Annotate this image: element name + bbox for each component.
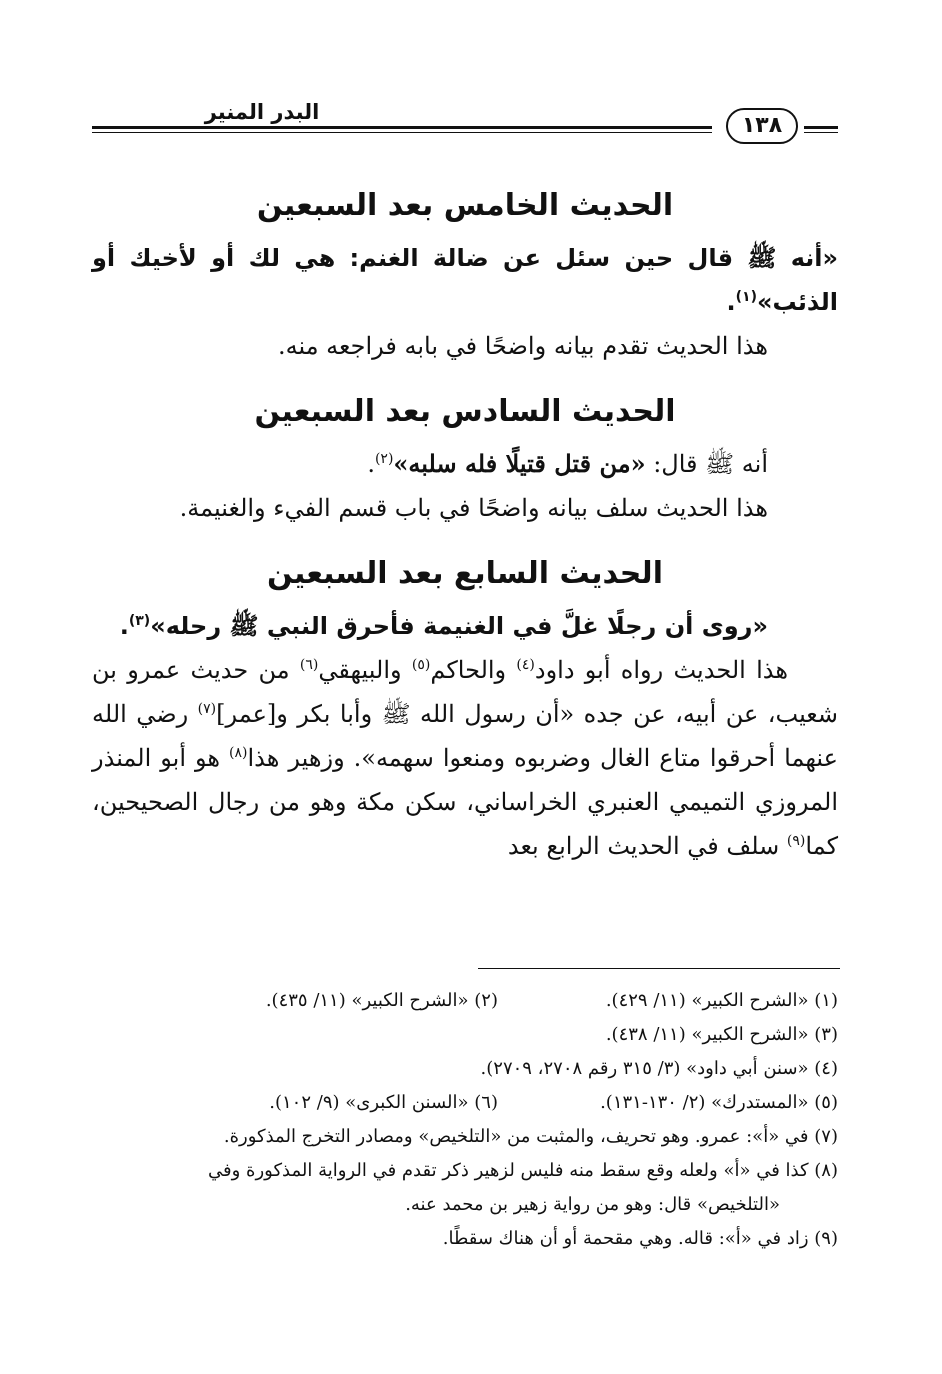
footnote-7: (٧) في «أ»: عمرو. وهو تحريف، والمثبت من «التلخيص» ومصادر التخرج المذكورة. [223,1126,838,1147]
hadith-text: أنه ﷺ قال: «من قتل قتيلًا فله سلبه»$^{(٢)}$. [367,449,768,478]
footnote-ref: (٦) [299,657,319,673]
footnote-ref: (٨) [228,745,248,761]
commentary: هذا الحديث سلف بيانه واضحًا في باب قسم الفيء والغنيمة. [179,494,768,522]
page-header [92,98,838,148]
footnote-ref: (٣) [128,613,151,629]
commentary: هذا الحديث تقدم بيانه واضحًا في بابه فراجعه منه. [277,332,768,360]
hadith-text: «أنه ﷺ قال حين سئل عن ضالة الغنم: هي لك أو لأخيك أو الذئب»$^{(١)}$. [92,244,838,316]
footnote-2: (٢) «الشرح الكبير» (١١/ ٤٣٥). [265,990,498,1011]
footnote-1: (١) «الشرح الكبير» (١١/ ٤٢٩). [605,990,838,1011]
footnote-6: (٦) «السنن الكبرى» (٩/ ١٠٢). [269,1092,498,1113]
page-number-badge: ١٣٨ [726,108,798,144]
footnotes [92,984,838,1256]
footnote-ref: (١) [735,289,757,305]
footnote-ref: (٩) [786,833,806,849]
header-rule-thick-right [804,126,838,129]
header-rule-thin [92,132,712,133]
footnote-5: (٥) «المستدرك» (٢/ ١٣٠-١٣١). [600,1092,838,1113]
hadith-text: «روى أن رجلًا غلَّ في الغنيمة فأحرق النبي ﷺ رحله»$^{(٣)}$. [119,612,768,640]
main-text [92,180,838,868]
header-rule-thick [92,126,712,129]
footnote-4: (٤) «سنن أبي داود» (٣/ ٣١٥ رقم ٢٧٠٨، ٢٧٠٩). [480,1058,838,1079]
footnote-ref: (٢) [374,451,394,467]
footnote-separator [478,968,840,969]
footnote-9: (٩) زاد في «أ»: قاله. وهي مقحمة أو أن هناك سقطًا. [442,1228,838,1249]
section-heading: الحديث السادس بعد السبعين [254,394,676,429]
footnote-ref: (٤) [516,657,535,673]
commentary-body: هذا الحديث رواه أبو داود$^{(٤)}$ والحاكم$^{(٥)}$ والبيهقي$^{(٦)}$ من حديث عمرو بن شعيب، عن أبيه، عن جده «أن رسول الله ﷺ وأبا بكر و[عمر]$^{(٧)}$ رضي الله عنهما أحرقوا متاع الغال وضربوه ومنعوا سهمه». وزهير هذا$^{(٨)}$ هو أبو المنذر المروزي التميمي العنبري الخراساني، سكن مكة وهو من رجال الصحيحين، كما$^{(٩)}$ سلف في الحديث الرابع بعد [92,656,838,860]
footnote-row [92,1086,838,1120]
footnote-row [92,984,838,1018]
footnote-8: (٨) كذا في «أ» ولعله وقع سقط منه فليس لزهير ذكر تقدم في الرواية المذكورة وفي [208,1160,838,1181]
footnote-ref: (٧) [197,701,217,717]
header-rule-thin-right [804,132,838,133]
footnote-8-continued: «التلخيص» قال: وهو من رواية زهير بن محمد عنه. [405,1194,780,1215]
running-title: البدر المنير [204,100,320,124]
footnote-3: (٣) «الشرح الكبير» (١١/ ٤٣٨). [605,1024,838,1045]
footnote-ref: (٥) [411,657,431,673]
section-heading: الحديث السابع بعد السبعين [267,556,663,591]
section-heading: الحديث الخامس بعد السبعين [256,188,674,223]
